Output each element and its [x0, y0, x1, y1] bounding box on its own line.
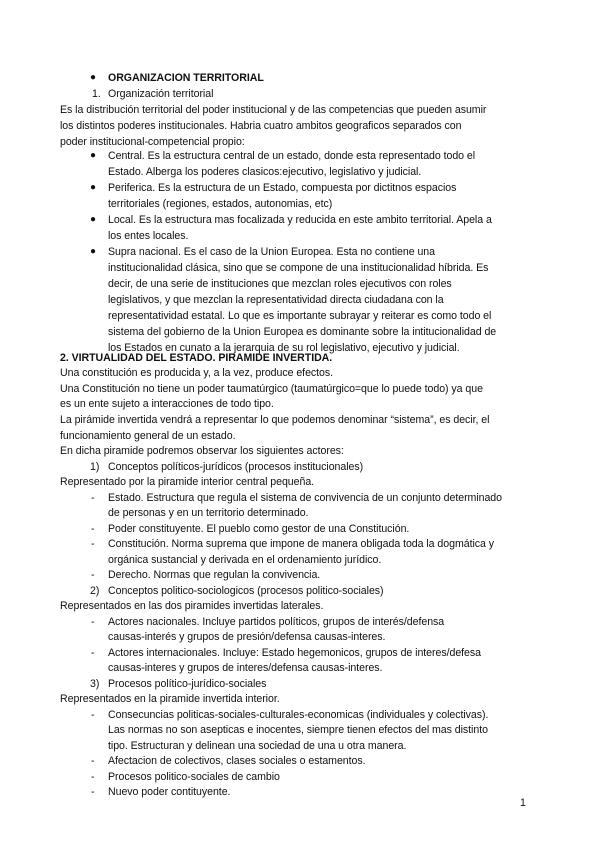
bullet-line: decir, de una serie de instituciones que mezclan roles ejecutivos con roles — [108, 278, 452, 290]
dash-marker: - — [91, 492, 95, 504]
dash-line: orgánica sustancial y derivada en el ordenamiento jurídico. — [108, 554, 382, 566]
paragraph-line: Una Constitución no tiene un poder taumatúrgico (taumatúrgico=que lo puede todo) ya que — [60, 383, 483, 395]
paragraph-line: Representados en las dos piramides invertidas laterales. — [60, 600, 324, 612]
dash-marker: - — [91, 647, 95, 659]
dash-marker: - — [91, 616, 95, 628]
dash-line: Consecuncias politicas-sociales-culturales-economicas (individuales y colectivas). — [108, 709, 489, 721]
bullet-line: Periferica. Es la estructura de un Estado, compuesta por dictitnos espacios — [108, 182, 457, 194]
bullet-dot: ● — [90, 182, 97, 193]
section-1-heading: ORGANIZACION TERRITORIAL — [108, 72, 264, 84]
paragraph-line: Representado por la piramide interior central pequeña. — [60, 476, 315, 488]
paragraph-line: Una constitución es producida y, a la vez, produce efectos. — [60, 367, 334, 379]
bullet-line: los entes locales. — [108, 230, 189, 242]
dash-marker: - — [91, 523, 95, 535]
dash-marker: - — [91, 569, 95, 581]
bullet-line: territoriales (regiones, estados, autonomias, etc) — [108, 198, 333, 210]
bullet-dot: ● — [90, 214, 97, 225]
dash-marker: - — [91, 755, 95, 767]
bullet-line: Estado. Alberga los poderes clasicos:ejecutivo, legislativo y judicial. — [108, 166, 422, 178]
dash-marker: - — [91, 771, 95, 783]
actor-heading: Procesos político-jurídico-sociales — [108, 678, 267, 690]
paragraph-line: funcionamiento general de un estado. — [60, 430, 236, 442]
bullet-line: Supra nacional. Es el caso de la Union Europea. Esta no contiene una — [108, 246, 435, 258]
section-2-heading: 2. VIRTUALIDAD DEL ESTADO. PIRAMIDE INVERTIDA. — [60, 352, 333, 364]
list-number: 3) — [90, 678, 100, 690]
paragraph-line: En dicha piramide podremos observar los siguientes actores: — [60, 445, 344, 457]
dash-line: causas-interes y grupos de interes/defensa causas-interes. — [108, 662, 383, 674]
dash-line: Afectacion de colectivos, clases sociales o estamentos. — [108, 755, 366, 767]
dash-line: Actores nacionales. Incluye partidos políticos, grupos de interés/defensa — [108, 616, 445, 628]
dash-line: tipo. Estructuran y delinean una sociedad de una u otra manera. — [108, 740, 407, 752]
page-number: 1 — [520, 797, 526, 809]
bullet-line: institucionalidad clásica, sino que se compone de una institucionalidad híbrida. Es — [108, 262, 489, 274]
dash-line: Procesos politico-sociales de cambio — [108, 771, 280, 783]
dash-line: Estado. Estructura que regula el sistema de convivencia de un conjunto determinado — [108, 492, 502, 504]
dash-line: Poder constituyente. El pueblo como gestor de una Constitución. — [108, 523, 410, 535]
dash-line: Nuevo poder contituyente. — [108, 786, 231, 798]
bullet-dot: ● — [90, 246, 97, 257]
bullet-line: representatividad estatal. Lo que es importante subrayar y reiterar es como todo el — [108, 310, 492, 322]
paragraph-line: es un ente sujeto a interacciones de todo tipo. — [60, 398, 274, 410]
paragraph-line: Es la distribución territorial del poder institucional y de las competencias que pueden asumir — [60, 104, 487, 116]
list-number: 1. — [92, 88, 101, 100]
bullet-line: Central. Es la estructura central de un estado, donde esta representado todo el — [108, 150, 476, 162]
dash-marker: - — [91, 538, 95, 550]
list-number: 1) — [90, 461, 100, 473]
dash-marker: - — [91, 709, 95, 721]
subheading: Organización territorial — [108, 88, 214, 100]
bullet-line: legislativos, y que mezclan la representatividad directa ciudadana con la — [108, 294, 444, 306]
dash-marker: - — [91, 786, 95, 798]
actor-heading: Conceptos políticos-jurídicos (procesos institucionales) — [108, 461, 364, 473]
paragraph-line: poder institucional-competencial propio: — [60, 136, 245, 148]
paragraph-line: Representados en la piramide invertida interior. — [60, 693, 280, 705]
heading-bullet: ● — [90, 72, 97, 83]
bullet-line: Local. Es la estructura mas focalizada y reducida en este ambito territorial. Apela a — [108, 214, 492, 226]
actor-heading: Conceptos politico-sociologicos (procesos politico-sociales) — [108, 585, 384, 597]
bullet-line: los Estados en cunato a la jerarquia de su rol legislativo, ejecutivo y judicial. — [108, 342, 460, 354]
dash-line: de personas y en un territorio determinado. — [108, 507, 309, 519]
paragraph-line: los distintos poderes institucionales. Habria cuatro ambitos geograficos separados con — [60, 120, 462, 132]
dash-line: Actores internacionales. Incluye: Estado hegemonicos, grupos de interes/defesa — [108, 647, 481, 659]
bullet-dot: ● — [90, 150, 97, 161]
bullet-line: sistema del gobierno de la Union Europea es dominante sobre la intitucionalidad de — [108, 326, 497, 338]
dash-line: causas-interés y grupos de presión/defensa causas-interes. — [108, 631, 386, 643]
dash-line: Derecho. Normas que regulan la convivencia. — [108, 569, 321, 581]
list-number: 2) — [90, 585, 100, 597]
dash-line: Las normas no son asepticas e inocentes, siempre tienen efectos del mas distinto — [108, 724, 488, 736]
dash-line: Constitución. Norma suprema que impone de manera obligada toda la dogmática y — [108, 538, 494, 550]
paragraph-line: La pirámide invertida vendrá a representar lo que podemos denominar “sistema”, es decir, el — [60, 414, 490, 426]
